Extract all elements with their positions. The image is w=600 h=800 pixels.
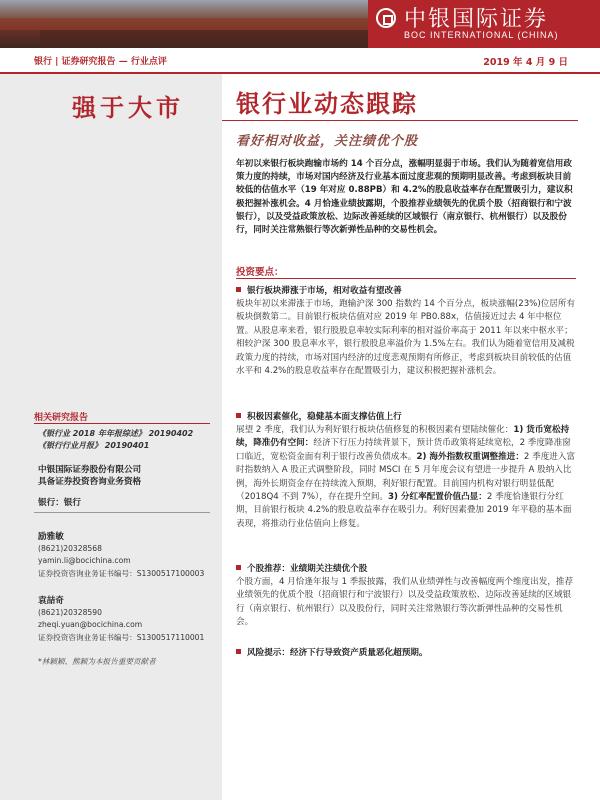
firm-qualification: 具备证券投资咨询业务资格 — [38, 477, 142, 487]
brand-logo — [368, 0, 600, 48]
header-banner-photo — [0, 0, 600, 48]
logo-chinese-name: 中银国际证券 — [404, 7, 549, 32]
point-2-title-text: 积极因素催化，稳健基本面支撑估值上行 — [247, 412, 402, 422]
analyst-2-name: 袁喆奇 — [38, 596, 64, 606]
report-title: 银行业动态跟踪 — [236, 89, 418, 118]
analyst-2-phone: (8621)20328590 — [38, 608, 102, 617]
point-2-factor-2-label: 2) 海外指数权重调整推进： — [416, 451, 524, 462]
point-1-body: 板块年初以来滞涨于市场，跑输沪深 300 指数约 14 个百分点，板块涨幅(23%)位居所有板块倒数第二。目前银行板块估值对应 2019 年 PB0.88x，估值接近过去 4 年中枢位置。从股息率来看，银行股股息率较实际利率的相对溢价率高于 2011 年以来中枢水平；相较沪深 300 股息率水平，银行股股息率溢价为 1.5%左右。我们认为随着宽信用及减税政策力度的持续，市场对国内经济的过度悲观预期有所修正，考虑到板块目前较低的估值水平和 4.2%的股息收益率存在配置吸引力，建议积极把握补涨机会。 — [236, 299, 576, 377]
palace-roof-graphic — [0, 18, 380, 30]
related-reports-heading: 相关研究报告 — [34, 413, 89, 423]
firm-info — [38, 464, 141, 488]
firm-name: 中银国际证券股份有限公司 — [38, 465, 142, 475]
point-2-factor-2-text: 2 季度进入富时指数纳入 A 股正式调整阶段，同时 MSCI 在 5 月年度会议有望进一步提升 A 股纳入比例，海外长期资金存在持续流入预期，利好银行配置。目前国内机构对银行明显低配（2018Q4 不到 7%），存在提升空间。 — [236, 451, 576, 503]
point-2-factor-3-text: 2 季度恰逢银行分红期，目前银行板块 4.2%的股息收益率存在吸引力。利好因素叠加 2019 年平稳的基本面表现，将推动行业估值向上修复。 — [236, 492, 572, 529]
point-2-factor-1-label: 1) 货币宽松持续，降准仍有空间： — [236, 425, 570, 449]
contributors-note: *林颖颖、熊颖为本报告重要贡献者 — [38, 657, 156, 666]
bullet-square-icon — [236, 413, 241, 418]
analyst-1-email[interactable]: yamin.li@bocichina.com — [38, 556, 131, 565]
related-report-item[interactable]: 《银行行业月报》 20190401 — [38, 441, 150, 450]
report-category: 银行 | 证券研究报告 — 行业点评 — [34, 57, 167, 67]
point-1-title — [236, 284, 402, 296]
analyst-1-cert: 证券投资咨询业务证书编号：S1300517100003 — [38, 569, 205, 578]
palace-wall-graphic — [40, 30, 370, 48]
risk-warning — [236, 646, 427, 658]
summary-paragraph: 年初以来银行板块跑输市场约 14 个百分点，涨幅明显弱于市场。我们认为随着宽信用政策力度的持续，市场对国内经济及行业基本面过度悲观的预期明显改善。考虑到板块目前较低的估值水平（19 年对应 0.88PB）和 4.2%的股息收益率存在配置吸引力，建议积极把握补涨机会。4 月恰逢业绩披露期，个股推荐业绩领先的优质个股（招商银行和宁波银行），以及受益政策放松、边际改善延续的区域银行（南京银行、杭州银行）以及股份行，同时关注常熟银行等次新弹性品种的交易性机会。 — [236, 159, 573, 236]
sector-label: 银行：银行 — [38, 498, 81, 508]
point-2-title — [236, 410, 402, 422]
point-2-intro: 展望 2 季度，我们认为利好银行板块估值修复的积极因素有望陆续催化： — [236, 425, 514, 435]
bullet-square-icon — [236, 287, 241, 292]
analyst-2-cert: 证券投资咨询业务证书编号：S1300517110001 — [38, 633, 205, 642]
bullet-square-icon — [236, 649, 241, 654]
related-reports-divider — [34, 423, 210, 424]
report-meta-bar — [0, 52, 600, 74]
point-3-title — [236, 562, 367, 574]
title-divider — [222, 120, 578, 121]
related-report-item[interactable]: 《银行业 2018 年年报综述》 20190402 — [38, 429, 194, 438]
industry-rating: 强于大市 — [72, 93, 184, 122]
point-1-title-text: 银行板块滞涨于市场，相对收益有望改善 — [247, 286, 402, 296]
point-2-factor-1-text: 经济下行压力持续背景下，预计货币政策将延续宽松，2 季度降准窗口临近，宽松资金面有利于银行改善负债成本。 — [236, 438, 571, 462]
report-date: 2019 年 4 月 9 日 — [483, 57, 568, 68]
point-2-factor-3-label: 3) 分红率配置价值凸显： — [388, 492, 487, 503]
sector-divider — [34, 512, 210, 513]
analyst-1-phone: (8621)20328568 — [38, 544, 102, 553]
point-3-body: 个股方面，4 月恰逢年报与 1 季报披露，我们从业绩弹性与改善幅度两个维度出发，推荐业绩领先的优质个股（招商银行和宁波银行）以及受益政策放松、边际改善延续的区域银行（南京银行、杭州银行）以及股份行，同时关注常熟银行等次新弹性品种的交易性机会。 — [236, 577, 574, 628]
logo-english-name: BOC INTERNATIONAL (CHINA) — [404, 30, 559, 40]
risk-warning-text: 风险提示：经济下行导致资产质量恶化超预期。 — [247, 648, 428, 658]
key-points-divider — [236, 278, 576, 279]
analyst-2-email[interactable]: zheqi.yuan@bocichina.com — [38, 620, 143, 629]
report-subtitle: 看好相对收益，关注绩优个股 — [236, 134, 419, 149]
key-points-heading: 投资要点： — [236, 267, 284, 278]
bullet-square-icon — [236, 565, 241, 570]
bank-logo-icon — [376, 8, 396, 28]
point-2-body — [236, 424, 576, 531]
analyst-1-name: 励雅敏 — [38, 532, 64, 542]
point-3-title-text: 个股推荐：业绩期关注绩优个股 — [247, 564, 368, 574]
